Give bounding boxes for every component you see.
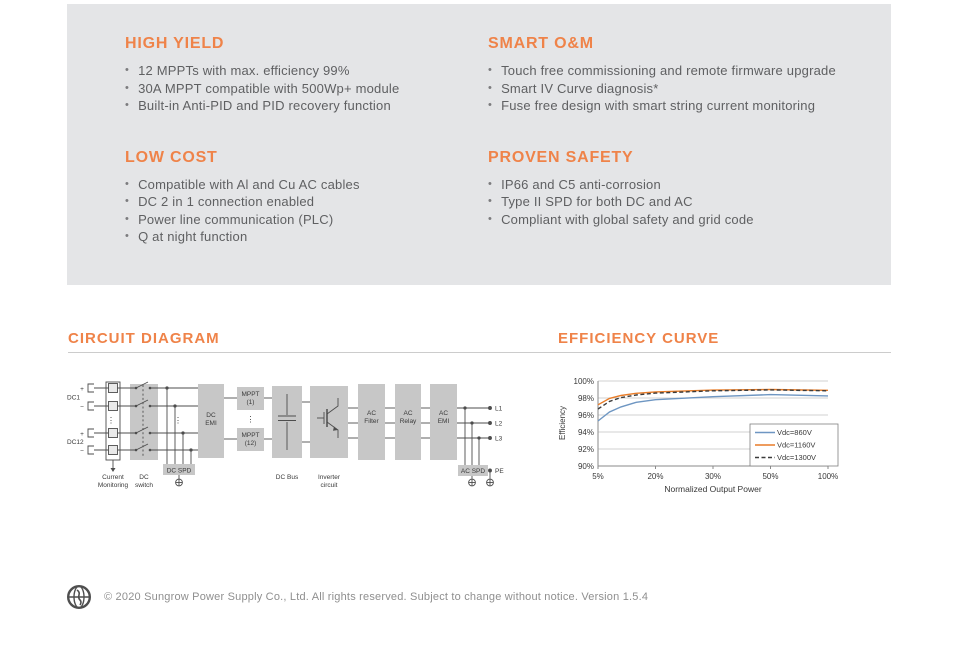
section-divider bbox=[68, 352, 891, 353]
feature-bullet: • Built-in Anti-PID and PID recovery function bbox=[125, 98, 391, 113]
label-dc-emi: DC bbox=[206, 412, 216, 419]
bullet-dot-icon: • bbox=[125, 99, 130, 111]
feature-bullet: • Smart IV Curve diagnosis* bbox=[488, 80, 659, 96]
bullet-dot-icon: • bbox=[125, 230, 130, 242]
circuit-diagram-heading: CIRCUIT DIAGRAM bbox=[68, 330, 220, 347]
svg-text:Relay: Relay bbox=[399, 418, 417, 425]
y-tick-label: 92% bbox=[577, 444, 594, 454]
bullet-dot-icon: • bbox=[488, 195, 493, 207]
globe-icon bbox=[66, 584, 92, 610]
label-dc-spd: DC SPD bbox=[166, 467, 192, 475]
y-tick-label: 96% bbox=[577, 410, 594, 420]
x-tick-label: 50% bbox=[762, 472, 779, 481]
efficiency-curve-heading: EFFICIENCY CURVE bbox=[558, 330, 720, 347]
feature-bullet: • 12 MPPTs with max. efficiency 99% bbox=[125, 63, 350, 78]
x-tick-label: 30% bbox=[704, 472, 722, 481]
y-tick-label: 98% bbox=[577, 393, 594, 403]
ground-icon bbox=[469, 479, 476, 486]
feature-high-yield bbox=[125, 35, 488, 115]
bullet-dot-icon: • bbox=[488, 99, 493, 111]
series-line-Vdc=1300V bbox=[598, 390, 828, 409]
vdots: ⋮ bbox=[107, 416, 115, 425]
bullet-dot-icon: • bbox=[488, 177, 493, 190]
svg-text:Filter: Filter bbox=[364, 418, 379, 425]
feature-bullet: • Touch free commissioning and remote firmware upgrade bbox=[488, 63, 836, 78]
bullet-dot-icon: • bbox=[488, 81, 493, 94]
bullet-dot-icon: • bbox=[488, 64, 493, 76]
legend-label: Vdc=1300V bbox=[777, 453, 816, 463]
feature-bullet: • Q at night function bbox=[125, 229, 248, 244]
feature-panel bbox=[67, 4, 891, 285]
ground-icon bbox=[487, 479, 494, 486]
x-tick-label: 5% bbox=[592, 472, 604, 481]
feature-bullet: • IP66 and C5 anti-corrosion bbox=[488, 176, 661, 192]
inverter-block bbox=[310, 386, 348, 458]
label-mppt1: MPPT bbox=[241, 391, 260, 398]
svg-text:(12): (12) bbox=[244, 440, 257, 447]
y-tick-label: 90% bbox=[577, 461, 594, 471]
vdots: ⋮ bbox=[246, 415, 255, 424]
label-inverter: Inverter bbox=[317, 474, 341, 481]
label-l2: L2 bbox=[495, 420, 503, 428]
feature-bullet: • Fuse free design with smart string current monitoring bbox=[488, 98, 816, 113]
legend-label: Vdc=860V bbox=[777, 428, 812, 438]
label-minus: − bbox=[80, 448, 84, 455]
label-dc-switch: DC bbox=[139, 474, 149, 481]
feature-low-cost bbox=[125, 149, 488, 246]
feature-proven-safety bbox=[488, 149, 873, 246]
y-axis-title: Efficiency bbox=[558, 405, 567, 441]
efficiency-chart bbox=[556, 368, 888, 506]
label-ac-relay: AC bbox=[403, 410, 413, 417]
svg-text:circuit: circuit bbox=[320, 482, 338, 489]
label-ac-filter: AC bbox=[366, 410, 377, 417]
feature-title: PROVEN SAFETY bbox=[488, 148, 634, 166]
legend-label: Vdc=1160V bbox=[777, 440, 816, 450]
ground-icon bbox=[176, 479, 183, 486]
label-l1: L1 bbox=[495, 405, 503, 413]
bullet-dot-icon: • bbox=[125, 177, 130, 190]
svg-text:EMI: EMI bbox=[437, 418, 450, 425]
label-plus: + bbox=[80, 386, 84, 393]
label-plus: + bbox=[80, 431, 84, 438]
label-dc1: DC1 bbox=[67, 394, 81, 402]
svg-text:(1): (1) bbox=[246, 399, 255, 406]
svg-text:EMI: EMI bbox=[205, 420, 217, 427]
label-dc-bus: DC Bus bbox=[275, 474, 299, 481]
feature-smart-om bbox=[488, 35, 873, 115]
svg-text:Monitoring: Monitoring bbox=[97, 482, 129, 489]
copyright-text: © 2020 Sungrow Power Supply Co., Ltd. All rights reserved. Subject to change without notice. Version 1.5.4 bbox=[104, 591, 649, 603]
label-pe: PE bbox=[495, 468, 504, 475]
y-tick-label: 94% bbox=[577, 427, 594, 437]
label-mppt12: MPPT bbox=[241, 432, 260, 439]
feature-title: HIGH YIELD bbox=[125, 35, 225, 52]
circuit-diagram-svg bbox=[66, 372, 511, 492]
label-dc12: DC12 bbox=[67, 439, 84, 446]
bullet-dot-icon: • bbox=[125, 64, 130, 76]
bullet-dot-icon: • bbox=[125, 81, 130, 94]
dc-switch-block bbox=[130, 384, 158, 460]
bullet-dot-icon: • bbox=[488, 212, 493, 225]
label-l3: L3 bbox=[495, 435, 503, 443]
feature-bullet: • Compliant with global safety and grid code bbox=[488, 211, 754, 227]
feature-title: LOW COST bbox=[125, 148, 218, 166]
feature-bullet: • Compatible with Al and Cu AC cables bbox=[125, 176, 360, 192]
feature-bullet: • DC 2 in 1 connection enabled bbox=[125, 194, 315, 209]
feature-bullet: • Type II SPD for both DC and AC bbox=[488, 194, 693, 209]
dc-input-terminals bbox=[88, 384, 94, 454]
feature-bullet: • Power line communication (PLC) bbox=[125, 211, 334, 227]
series-line-Vdc=860V bbox=[598, 395, 828, 421]
svg-text:switch: switch bbox=[134, 482, 154, 489]
bullet-dot-icon: • bbox=[125, 212, 130, 225]
label-ac-emi: AC bbox=[438, 410, 449, 417]
label-current-monitoring: Current bbox=[102, 474, 124, 481]
x-axis-title: Normalized Output Power bbox=[664, 484, 762, 494]
feature-title: SMART O&M bbox=[488, 35, 594, 52]
label-minus: − bbox=[80, 404, 84, 411]
vdots: ⋮ bbox=[174, 416, 182, 425]
bullet-dot-icon: • bbox=[125, 195, 130, 207]
feature-bullet: • 30A MPPT compatible with 500Wp+ module bbox=[125, 80, 400, 96]
x-tick-label: 20% bbox=[647, 472, 664, 481]
footer bbox=[66, 584, 648, 610]
y-tick-label: 100% bbox=[573, 376, 594, 386]
x-tick-label: 100% bbox=[817, 472, 839, 481]
label-ac-spd: AC SPD bbox=[460, 468, 486, 475]
